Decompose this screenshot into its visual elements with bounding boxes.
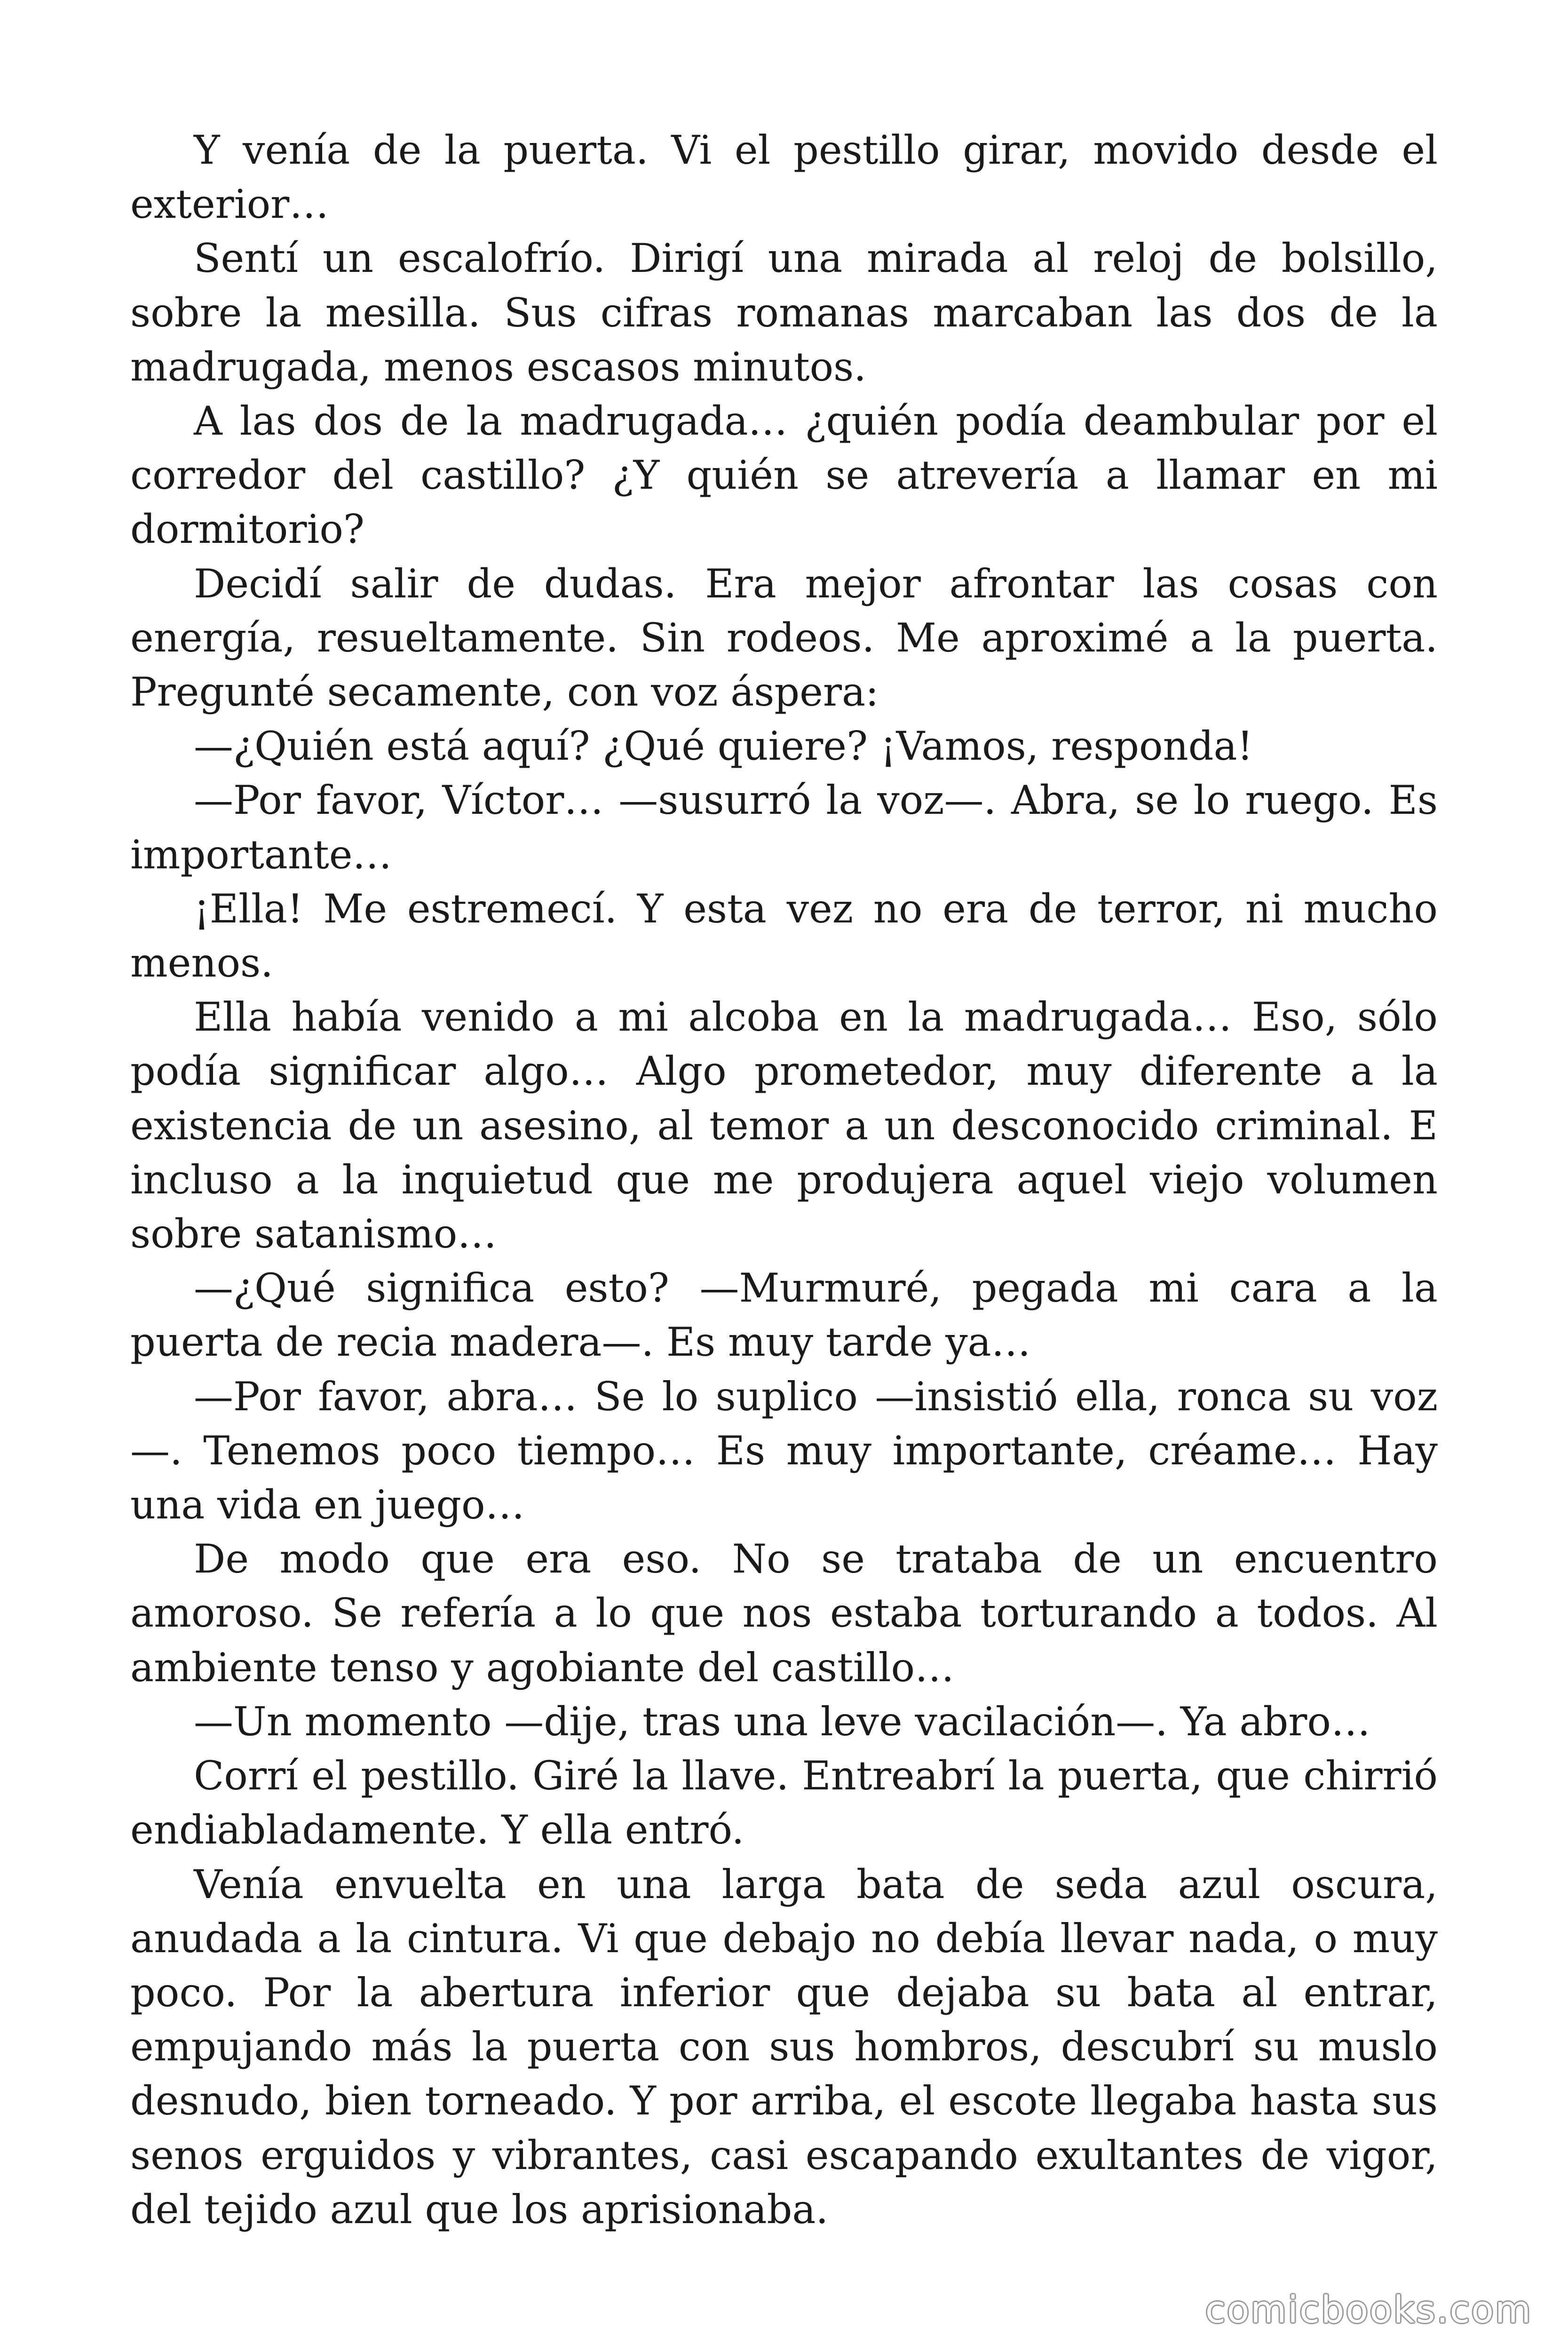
paragraph: Ella había venido a mi alcoba en la madrugada… Eso, sólo podía significar algo… Algo prometedor, muy diferente a la existencia de un asesino, al temor a un desconocido criminal. E incluso a la inquietud que me produjera aquel viejo volumen sobre satanismo… <box>130 994 1438 1257</box>
paragraph: Venía envuelta en una larga bata de seda azul oscura, anudada a la cintura. Vi que debajo no debía llevar nada, o muy poco. Por la abertura inferior que dejaba su bata al entrar, empujando más la puerta con sus hombros, descubrí su muslo desnudo, bien torneado. Y por arriba, el escote llegaba hasta sus senos erguidos y vibrantes, casi escapando exultantes de vigor, del tejido azul que los aprisionaba. <box>130 1861 1438 2233</box>
paragraph: Y venía de la puerta. Vi el pestillo girar, movido desde el exterior… <box>130 127 1438 228</box>
paragraph: Decidí salir de dudas. Era mejor afrontar las cosas con energía, resueltamente. Sin rodeos. Me aproximé a la puerta. Pregunté secamente, con voz áspera: <box>130 560 1438 715</box>
paragraph: A las dos de la madrugada… ¿quién podía deambular por el corredor del castillo? ¿Y quién se atrevería a llamar en mi dormitorio? <box>130 398 1438 553</box>
watermark: comicbooks.com <box>1205 2289 1532 2331</box>
paragraph: —Por favor, abra… Se lo suplico —insistió ella, ronca su voz—. Tenemos poco tiempo… Es muy importante, créame… Hay una vida en juego… <box>130 1373 1438 1528</box>
paragraph: —Un momento —dije, tras una leve vacilación—. Ya abro… <box>194 1698 1370 1745</box>
paragraph: De modo que era eso. No se trataba de un encuentro amoroso. Se refería a lo que nos estaba torturando a todos. Al ambiente tenso y agobiante del castillo… <box>130 1536 1438 1691</box>
body-text <box>130 123 1438 2237</box>
paragraph: —¿Qué significa esto? —Murmuré, pegada mi cara a la puerta de recia madera—. Es muy tarde ya… <box>130 1265 1438 1366</box>
paragraph: —¿Quién está aquí? ¿Qué quiere? ¡Vamos, responda! <box>194 723 1253 770</box>
paragraph: Corrí el pestillo. Giré la llave. Entreabrí la puerta, que chirrió endiabladamente. Y ella entró. <box>130 1753 1438 1853</box>
paragraph: Sentí un escalofrío. Dirigí una mirada al reloj de bolsillo, sobre la mesilla. Sus cifras romanas marcaban las dos de la madrugada, menos escasos minutos. <box>130 235 1438 390</box>
paragraph: ¡Ella! Me estremecí. Y esta vez no era de terror, ni mucho menos. <box>130 885 1438 986</box>
paragraph: —Por favor, Víctor… —susurró la voz—. Abra, se lo ruego. Es importante… <box>130 777 1438 878</box>
